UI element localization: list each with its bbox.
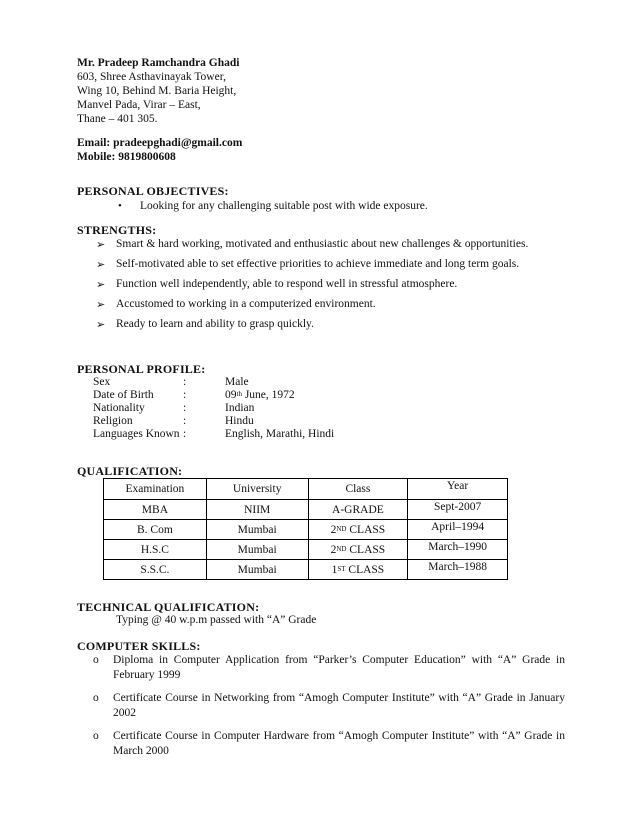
profile-colon: : [183,415,187,427]
profile-colon: : [183,402,187,414]
objectives-heading: PERSONAL OBJECTIVES: [77,184,229,198]
mobile-label: Mobile: [77,151,116,163]
exam-cell: H.S.C [104,540,207,560]
table-row [104,500,508,520]
computer-skill-item [93,653,565,683]
exam-cell: MBA [104,500,207,520]
objective-item [118,198,428,214]
profile-heading: PERSONAL PROFILE: [77,362,206,376]
profile-label: Nationality [93,402,145,414]
profile-label: Sex [93,376,111,388]
year-cell: March–1988 [408,560,508,580]
profile-row [93,402,254,415]
table-row [104,560,508,580]
class-cell: 1ST CLASS [308,560,408,580]
university-cell: Mumbai [206,560,308,580]
skill-text-line: March 2000 [113,745,169,757]
arrow-bullet-icon: ➢ [96,238,106,251]
strength-text: Accustomed to working in a computerized environment. [116,298,376,310]
university-cell: NIIM [206,500,308,520]
class-cell: 2ND CLASS [308,540,408,560]
address-line: 603, Shree Asthavinayak Tower, [77,71,226,83]
university-cell: Mumbai [206,540,308,560]
table-row [104,540,508,560]
strengths-heading: STRENGTHS: [77,223,157,237]
year-cell: Sept-2007 [408,500,508,520]
profile-value: 09th June, 1972 [225,389,295,401]
university-cell: Mumbai [206,520,308,540]
skill-text-line: Diploma in Computer Application from “Parker’s Computer Education” with “A” Grade in [113,654,565,666]
strength-text: Smart & hard working, motivated and enthusiastic about new challenges & opportunities. [116,238,529,250]
strength-text: Self-motivated able to set effective priorities to achieve immediate and long term goals. [116,258,520,270]
address-line: Wing 10, Behind M. Baria Height, [77,85,237,97]
strength-item [96,296,376,312]
objective-text: Looking for any challenging suitable post with wide exposure. [140,200,428,212]
circle-bullet-icon: o [93,730,99,742]
qualification-table [103,478,508,580]
mobile-text [77,150,176,165]
applicant-name: Mr. Pradeep Ramchandra Ghadi [77,57,240,69]
strength-item [96,276,457,292]
arrow-bullet-icon: ➢ [96,318,106,331]
skill-text-line: 2002 [113,707,136,719]
year-cell: March–1990 [408,540,508,560]
profile-value: Male [225,376,249,388]
strength-item [96,316,314,332]
address-line: Manvel Pada, Virar – East, [77,99,201,111]
strength-text: Function well independently, able to respond well in stressful atmosphere. [116,278,458,290]
profile-row [93,389,295,402]
profile-colon: : [183,389,187,401]
computer-skills-heading: COMPUTER SKILLS: [77,639,201,653]
circle-bullet-icon: o [93,654,99,666]
skill-text-line: Certificate Course in Networking from “Amogh Computer Institute” with “A” Grade in January [113,692,565,704]
profile-value: Hindu [225,415,254,427]
class-cell: 2ND CLASS [308,520,408,540]
skill-text-line: February 1999 [113,669,181,681]
exam-cell: B. Com [104,520,207,540]
strength-item [96,256,519,272]
exam-cell: S.S.C. [104,560,207,580]
profile-value: Indian [225,402,255,414]
profile-label: Languages Known [93,428,180,440]
column-header: Examination [104,479,207,500]
table-header-row [104,479,508,500]
arrow-bullet-icon: ➢ [96,298,106,311]
arrow-bullet-icon: ➢ [96,258,106,271]
computer-skill-item [93,691,565,721]
strength-item [96,236,528,252]
profile-colon: : [183,428,187,440]
strength-text: Ready to learn and ability to grasp quickly. [116,318,314,330]
technical-text: Typing @ 40 w.p.m passed with “A” Grade [116,614,317,626]
email-text: Email: pradeepghadi@gmail.com [77,137,243,149]
skill-text-line: Certificate Course in Computer Hardware from “Amogh Computer Institute” with “A” Grade in [113,730,565,742]
column-header: University [206,479,308,500]
profile-row [93,415,254,428]
column-header: Class [308,479,408,500]
circle-bullet-icon: o [93,692,99,704]
mobile-number: 9819800608 [118,151,176,163]
profile-row [93,428,334,441]
bullet-dot-icon: • [118,200,122,212]
arrow-bullet-icon: ➢ [96,278,106,291]
profile-label: Religion [93,415,133,427]
address-line: Thane – 401 305. [77,113,158,125]
technical-heading: TECHNICAL QUALIFICATION: [77,600,260,614]
computer-skill-item [93,729,565,759]
profile-row [93,376,249,389]
profile-colon: : [183,376,187,388]
profile-label: Date of Birth [93,389,154,401]
year-cell: April–1994 [408,520,508,540]
class-cell: A-GRADE [308,500,408,520]
column-header: Year [408,479,508,500]
qualification-heading: QUALIFICATION: [77,464,183,478]
table-row [104,520,508,540]
profile-value: English, Marathi, Hindi [225,428,335,440]
